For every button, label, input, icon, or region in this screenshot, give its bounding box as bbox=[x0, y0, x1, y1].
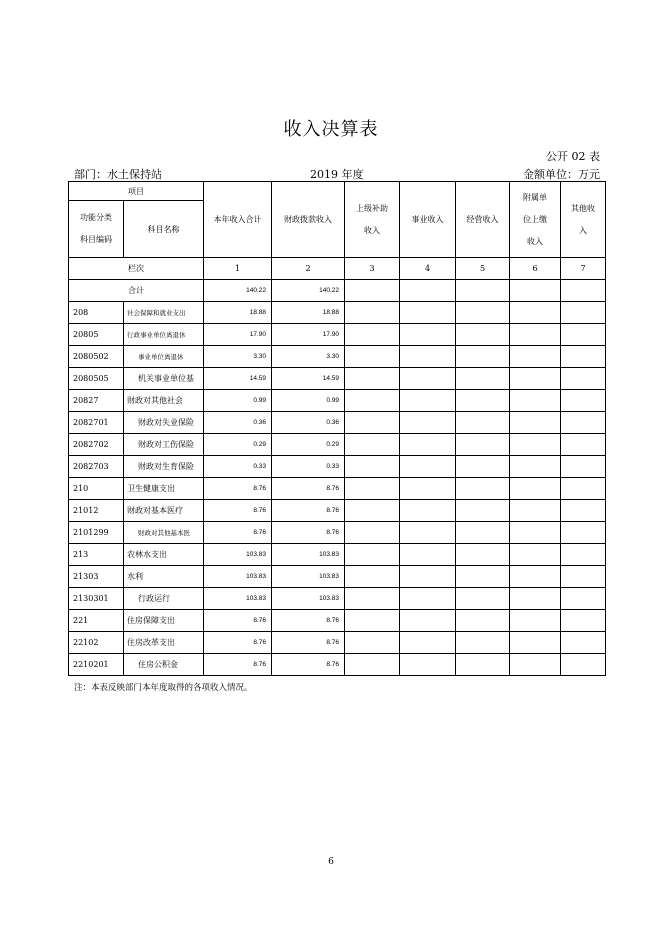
empty-cell bbox=[561, 390, 606, 412]
empty-cell bbox=[510, 368, 561, 390]
header-subject-name: 科目名称 bbox=[124, 201, 204, 258]
empty-cell bbox=[561, 478, 606, 500]
row-fiscal: 103.83 bbox=[272, 588, 345, 610]
empty-cell bbox=[400, 412, 456, 434]
row-total: 103.83 bbox=[204, 566, 272, 588]
table-row bbox=[69, 412, 606, 434]
empty-cell bbox=[456, 412, 510, 434]
empty-cell bbox=[561, 434, 606, 456]
total-row-total: 140.22 bbox=[204, 280, 272, 302]
empty-cell bbox=[456, 588, 510, 610]
empty-cell bbox=[400, 368, 456, 390]
form-number: 公开 02 表 bbox=[546, 150, 600, 163]
row-subject-name: 卫生健康支出 bbox=[124, 478, 204, 500]
row-fiscal: 17.90 bbox=[272, 324, 345, 346]
empty-cell bbox=[400, 610, 456, 632]
row-fiscal: 8.76 bbox=[272, 522, 345, 544]
table-row bbox=[69, 610, 606, 632]
row-fiscal: 8.76 bbox=[272, 654, 345, 676]
row-total: 8.76 bbox=[204, 610, 272, 632]
empty-cell bbox=[400, 522, 456, 544]
row-subject-name: 住房保障支出 bbox=[124, 610, 204, 632]
empty-cell bbox=[456, 500, 510, 522]
header-fiscal: 财政拨款收入 bbox=[272, 182, 345, 258]
column-number: 6 bbox=[510, 258, 561, 280]
empty-cell bbox=[456, 566, 510, 588]
row-fiscal: 14.59 bbox=[272, 368, 345, 390]
year-label: 2019 年度 bbox=[310, 168, 364, 181]
empty-cell bbox=[510, 456, 561, 478]
table-row bbox=[69, 478, 606, 500]
table-row bbox=[69, 390, 606, 412]
table-row bbox=[69, 302, 606, 324]
table-row bbox=[69, 368, 606, 390]
empty-cell bbox=[510, 500, 561, 522]
empty-cell bbox=[561, 654, 606, 676]
empty-cell bbox=[561, 346, 606, 368]
row-code: 21012 bbox=[69, 500, 124, 522]
row-total: 0.29 bbox=[204, 434, 272, 456]
empty-cell bbox=[400, 434, 456, 456]
row-subject-name: 财政对失业保险 bbox=[124, 412, 204, 434]
header-total-income: 本年收入合计 bbox=[204, 182, 272, 258]
row-code: 2082702 bbox=[69, 434, 124, 456]
empty-cell bbox=[510, 566, 561, 588]
empty-cell bbox=[456, 302, 510, 324]
income-table bbox=[68, 181, 606, 676]
row-total: 0.99 bbox=[204, 390, 272, 412]
empty-cell bbox=[400, 588, 456, 610]
table-row bbox=[69, 522, 606, 544]
empty-cell bbox=[510, 632, 561, 654]
empty-cell bbox=[345, 434, 400, 456]
unit-label: 金额单位：万元 bbox=[523, 168, 600, 181]
table-row bbox=[69, 346, 606, 368]
row-total: 8.76 bbox=[204, 632, 272, 654]
empty-cell bbox=[510, 522, 561, 544]
row-subject-name: 财政对工伤保险 bbox=[124, 434, 204, 456]
row-subject-name: 财政对其他基本医 bbox=[124, 522, 204, 544]
row-fiscal: 0.36 bbox=[272, 412, 345, 434]
table-row bbox=[69, 434, 606, 456]
empty-cell bbox=[400, 280, 456, 302]
row-total: 103.83 bbox=[204, 544, 272, 566]
empty-cell bbox=[400, 390, 456, 412]
row-subject-name: 住房公积金 bbox=[124, 654, 204, 676]
header-other: 其他收 入 bbox=[561, 182, 606, 258]
row-fiscal: 103.83 bbox=[272, 566, 345, 588]
empty-cell bbox=[345, 280, 400, 302]
row-total: 17.90 bbox=[204, 324, 272, 346]
empty-cell bbox=[561, 632, 606, 654]
row-fiscal: 0.29 bbox=[272, 434, 345, 456]
department-label: 部门：水土保持站 bbox=[74, 168, 162, 181]
row-total: 8.76 bbox=[204, 500, 272, 522]
total-row-fiscal: 140.22 bbox=[272, 280, 345, 302]
row-code: 2082701 bbox=[69, 412, 124, 434]
row-code: 21303 bbox=[69, 566, 124, 588]
column-number: 1 bbox=[204, 258, 272, 280]
empty-cell bbox=[345, 346, 400, 368]
empty-cell bbox=[400, 500, 456, 522]
row-code: 210 bbox=[69, 478, 124, 500]
header-business: 事业收入 bbox=[400, 182, 456, 258]
row-code: 20805 bbox=[69, 324, 124, 346]
table-row bbox=[69, 632, 606, 654]
empty-cell bbox=[400, 456, 456, 478]
empty-cell bbox=[345, 412, 400, 434]
column-number: 4 bbox=[400, 258, 456, 280]
row-subject-name: 行政运行 bbox=[124, 588, 204, 610]
row-subject-name: 社会保障和就业支出 bbox=[124, 302, 204, 324]
table-row bbox=[69, 654, 606, 676]
empty-cell bbox=[345, 588, 400, 610]
table-row bbox=[69, 456, 606, 478]
empty-cell bbox=[510, 390, 561, 412]
empty-cell bbox=[456, 544, 510, 566]
empty-cell bbox=[456, 522, 510, 544]
empty-cell bbox=[510, 478, 561, 500]
header-superior: 上级补助 收入 bbox=[345, 182, 400, 258]
row-fiscal: 8.76 bbox=[272, 610, 345, 632]
empty-cell bbox=[510, 346, 561, 368]
header-func-code: 功能分类 科目编码 bbox=[69, 201, 124, 258]
column-row-label: 栏次 bbox=[69, 258, 204, 280]
empty-cell bbox=[561, 324, 606, 346]
row-code: 221 bbox=[69, 610, 124, 632]
empty-cell bbox=[345, 456, 400, 478]
column-number: 7 bbox=[561, 258, 606, 280]
row-code: 208 bbox=[69, 302, 124, 324]
empty-cell bbox=[345, 522, 400, 544]
empty-cell bbox=[400, 478, 456, 500]
empty-cell bbox=[400, 324, 456, 346]
empty-cell bbox=[456, 368, 510, 390]
row-fiscal: 0.33 bbox=[272, 456, 345, 478]
empty-cell bbox=[345, 368, 400, 390]
empty-cell bbox=[510, 280, 561, 302]
empty-cell bbox=[510, 324, 561, 346]
empty-cell bbox=[561, 544, 606, 566]
table-row bbox=[69, 324, 606, 346]
empty-cell bbox=[400, 566, 456, 588]
row-code: 2210201 bbox=[69, 654, 124, 676]
row-subject-name: 水利 bbox=[124, 566, 204, 588]
empty-cell bbox=[400, 544, 456, 566]
empty-cell bbox=[510, 588, 561, 610]
empty-cell bbox=[561, 302, 606, 324]
empty-cell bbox=[345, 544, 400, 566]
empty-cell bbox=[510, 412, 561, 434]
empty-cell bbox=[561, 522, 606, 544]
row-fiscal: 8.76 bbox=[272, 500, 345, 522]
table-row bbox=[69, 566, 606, 588]
empty-cell bbox=[561, 610, 606, 632]
row-subject-name: 农林水支出 bbox=[124, 544, 204, 566]
empty-cell bbox=[561, 412, 606, 434]
empty-cell bbox=[345, 566, 400, 588]
empty-cell bbox=[456, 324, 510, 346]
row-code: 2080505 bbox=[69, 368, 124, 390]
empty-cell bbox=[456, 632, 510, 654]
row-code: 22102 bbox=[69, 632, 124, 654]
row-code: 2101299 bbox=[69, 522, 124, 544]
row-fiscal: 8.76 bbox=[272, 632, 345, 654]
empty-cell bbox=[456, 390, 510, 412]
row-subject-name: 财政对其他社会 bbox=[124, 390, 204, 412]
row-total: 3.30 bbox=[204, 346, 272, 368]
empty-cell bbox=[456, 654, 510, 676]
empty-cell bbox=[510, 610, 561, 632]
empty-cell bbox=[510, 434, 561, 456]
table-note: 注：本表反映部门本年度取得的各项收入情况。 bbox=[74, 683, 253, 693]
empty-cell bbox=[561, 500, 606, 522]
row-fiscal: 8.76 bbox=[272, 478, 345, 500]
header-operating: 经营收入 bbox=[456, 182, 510, 258]
table-row bbox=[69, 544, 606, 566]
row-code: 2130301 bbox=[69, 588, 124, 610]
empty-cell bbox=[456, 610, 510, 632]
empty-cell bbox=[345, 632, 400, 654]
header-project: 项目 bbox=[69, 182, 204, 201]
row-fiscal: 3.30 bbox=[272, 346, 345, 368]
empty-cell bbox=[561, 456, 606, 478]
row-total: 0.36 bbox=[204, 412, 272, 434]
row-fiscal: 103.83 bbox=[272, 544, 345, 566]
empty-cell bbox=[510, 544, 561, 566]
table-row bbox=[69, 500, 606, 522]
page-number: 6 bbox=[328, 857, 334, 867]
page-title: 收入决算表 bbox=[283, 119, 379, 140]
row-total: 14.59 bbox=[204, 368, 272, 390]
row-subject-name: 财政对生育保险 bbox=[124, 456, 204, 478]
row-subject-name: 机关事业单位基 bbox=[124, 368, 204, 390]
column-number: 5 bbox=[456, 258, 510, 280]
empty-cell bbox=[561, 368, 606, 390]
column-number: 3 bbox=[345, 258, 400, 280]
row-total: 8.76 bbox=[204, 654, 272, 676]
empty-cell bbox=[456, 280, 510, 302]
row-total: 103.83 bbox=[204, 588, 272, 610]
row-code: 2082703 bbox=[69, 456, 124, 478]
empty-cell bbox=[345, 390, 400, 412]
table-row bbox=[69, 588, 606, 610]
row-subject-name: 财政对基本医疗 bbox=[124, 500, 204, 522]
empty-cell bbox=[456, 434, 510, 456]
total-row-label: 合计 bbox=[69, 280, 204, 302]
empty-cell bbox=[400, 302, 456, 324]
row-fiscal: 0.99 bbox=[272, 390, 345, 412]
empty-cell bbox=[345, 610, 400, 632]
empty-cell bbox=[456, 346, 510, 368]
empty-cell bbox=[400, 632, 456, 654]
row-code: 20827 bbox=[69, 390, 124, 412]
column-number: 2 bbox=[272, 258, 345, 280]
empty-cell bbox=[400, 346, 456, 368]
row-total: 18.88 bbox=[204, 302, 272, 324]
row-total: 8.76 bbox=[204, 522, 272, 544]
empty-cell bbox=[561, 566, 606, 588]
empty-cell bbox=[345, 654, 400, 676]
empty-cell bbox=[345, 324, 400, 346]
row-code: 213 bbox=[69, 544, 124, 566]
row-total: 8.76 bbox=[204, 478, 272, 500]
row-fiscal: 18.88 bbox=[272, 302, 345, 324]
empty-cell bbox=[561, 280, 606, 302]
empty-cell bbox=[345, 478, 400, 500]
empty-cell bbox=[510, 302, 561, 324]
row-subject-name: 事业单位离退休 bbox=[124, 346, 204, 368]
row-code: 2080502 bbox=[69, 346, 124, 368]
empty-cell bbox=[400, 654, 456, 676]
empty-cell bbox=[345, 302, 400, 324]
empty-cell bbox=[456, 456, 510, 478]
empty-cell bbox=[345, 500, 400, 522]
row-subject-name: 住房改革支出 bbox=[124, 632, 204, 654]
empty-cell bbox=[510, 654, 561, 676]
empty-cell bbox=[456, 478, 510, 500]
header-affiliated: 附属单 位上缴 收入 bbox=[510, 182, 561, 258]
row-subject-name: 行政事业单位离退休 bbox=[124, 324, 204, 346]
empty-cell bbox=[561, 588, 606, 610]
row-total: 0.33 bbox=[204, 456, 272, 478]
